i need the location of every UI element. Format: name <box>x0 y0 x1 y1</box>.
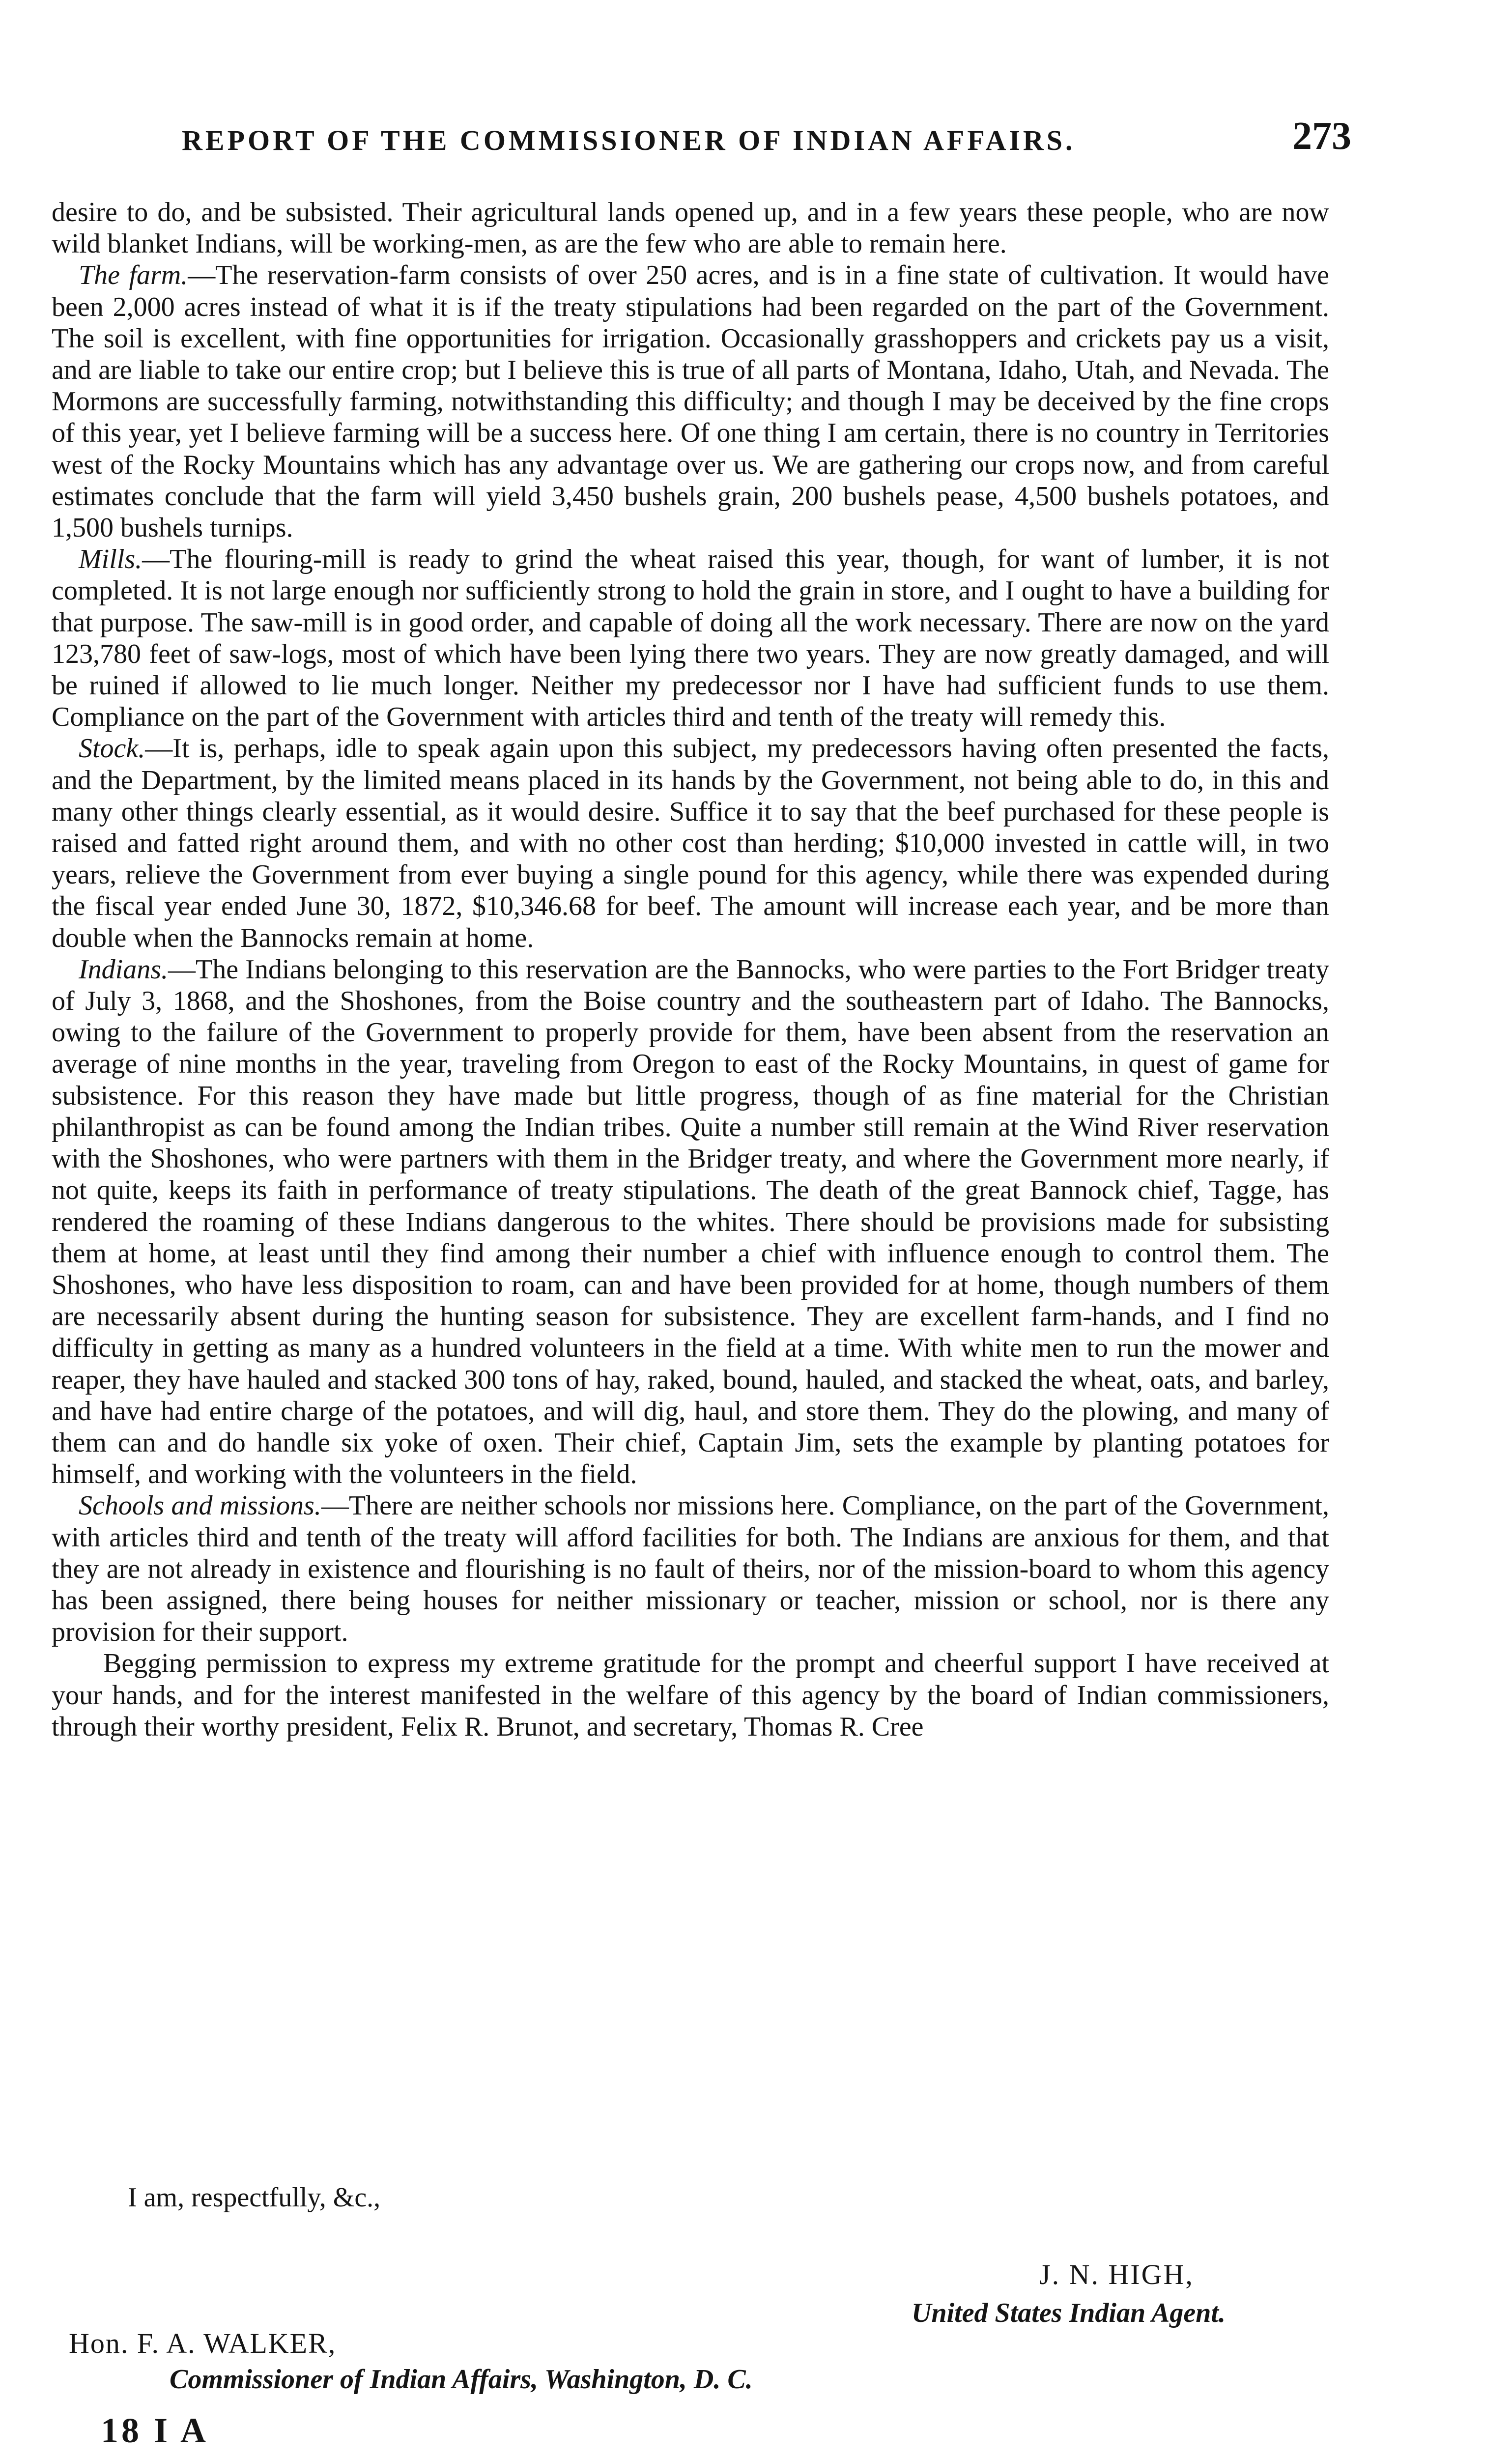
schools-paragraph <box>52 1490 1329 1648</box>
plea-paragraph: Begging permission to express my extreme gratitude for the prompt and cheerful support I have received at your hands, and for the interest manifested in the welfare of this agency by the board of Indian commissioners, through their worthy president, Felix R. Brunot, and secretary, Thomas R. Cree <box>52 1648 1329 1742</box>
addressee-name: Hon. F. A. WALKER, <box>69 2327 337 2359</box>
signer-title: United States Indian Agent. <box>912 2298 1226 2328</box>
intro-paragraph: desire to do, and be subsisted. Their agricultural lands opened up, and in a few years these people, who are now wild blanket Indians, will be working-men, as are the few who are able to remain here. <box>52 197 1329 259</box>
mills-paragraph <box>52 543 1329 733</box>
indians-text: —The Indians belonging to this reservation are the Bannocks, who were parties to the Fort Bridger treaty of July 3, 1868, and the Shoshones, from the Boise country and the southeastern part of Idaho. The Bannocks, owing to the failure of the Government to properly provide for them, have been absent from the reservation an average of nine months in the year, traveling from Oregon to east of the Rocky Mountains, in quest of game for subsistence. For this reason they have made but little progress, though of as fine material for the Christian philanthropist as can be found among the Indian tribes. Quite a number still remain at the Wind River reservation with the Shoshones, who were partners with them in the Bridger treaty, and where the Government more nearly, if not quite, keeps its faith in performance of treaty stipulations. The death of the great Bannock chief, Tagge, has rendered the roaming of these Indians dangerous to the whites. There should be provisions made for subsisting them at home, at least until they find among their number a chief with influence enough to control them. The Shoshones, who have less disposition to roam, can and have been provided for at home, though numbers of them are necessarily absent during the hunting season for subsistence. They are excellent farm-hands, and I find no difficulty in getting as many as a hundred volunteers in the field at a time. With white men to run the mower and reaper, they have hauled and stacked 300 tons of hay, raked, bound, hauled, and stacked the wheat, oats, and barley, and have had entire charge of the potatoes, and will dig, haul, and store them. They do the plowing, and many of them can and do handle six yoke of oxen. Their chief, Captain Jim, sets the example by planting potatoes for himself, and working with the volunteers in the field. <box>52 954 1329 1490</box>
indians-paragraph <box>52 954 1329 1490</box>
mills-heading: Mills. <box>79 544 143 575</box>
farm-paragraph <box>52 259 1329 543</box>
indians-heading: Indians. <box>79 954 168 985</box>
stock-paragraph <box>52 733 1329 953</box>
page-header <box>182 114 1351 173</box>
addressee-title: Commissioner of Indian Affairs, Washington, D. C. <box>170 2364 753 2395</box>
running-head: REPORT OF THE COMMISSIONER OF INDIAN AFFAIRS. <box>182 124 1076 156</box>
signature-mark: 18 I A <box>101 2411 209 2450</box>
closing-salutation: I am, respectfully, &c., <box>128 2182 381 2213</box>
stock-text: —It is, perhaps, idle to speak again upon this subject, my predecessors having often presented the facts, and the Department, by the limited means placed in its hands by the Government, not being able to do, in this and many other things clearly essential, as it would desire. Suffice it to say that the beef purchased for these people is raised and fatted right around them, and with no other cost than herding; $10,000 invested in cattle will, in two years, relieve the Government from ever buying a single pound for this agency, while there was expended during the fiscal year ended June 30, 1872, $10,346.68 for beef. The amount will increase each year, and be more than double when the Bannocks remain at home. <box>52 733 1329 953</box>
farm-text: —The reservation-farm consists of over 250 acres, and is in a fine state of cultivation. It would have been 2,000 acres instead of what it is if the treaty stipulations had been regarded on the part of the Government. The soil is excellent, with fine opportunities for irrigation. Occasionally grasshoppers and crickets pay us a visit, and are liable to take our entire crop; but I believe this is true of all parts of Montana, Idaho, Utah, and Nevada. The Mormons are successfully farming, notwithstanding this difficulty; and though I may be deceived by the fine crops of this year, yet I believe farming will be a success here. Of one thing I am certain, there is no country in Territories west of the Rocky Mountains which has any advantage over us. We are gathering our crops now, and from careful estimates conclude that the farm will yield 3,450 bushels grain, 200 bushels pease, 4,500 bushels potatoes, and 1,500 bushels turnips. <box>52 260 1329 543</box>
schools-heading: Schools and missions. <box>79 1490 321 1521</box>
schools-text: —There are neither schools nor missions here. Compliance, on the part of the Government, with articles third and tenth of the treaty will afford facilities for both. The Indians are anxious for them, and that they are not already in existence and flourishing is no fault of theirs, nor of the mission-board to whom this agency has been assigned, there being houses for neither missionary or teacher, mission or school, nor is there any provision for their support. <box>52 1490 1329 1648</box>
mills-text: —The flouring-mill is ready to grind the wheat raised this year, though, for want of lumber, it is not completed. It is not large enough nor sufficiently strong to hold the grain in store, and I ought to have a building for that purpose. The saw-mill is in good order, and capable of doing all the work necessary. There are now on the yard 123,780 feet of saw-logs, most of which have been lying there two years. They are now greatly damaged, and will be ruined if allowed to lie much longer. Neither my predecessor nor I have had sufficient funds to use them. Compliance on the part of the Government with articles third and tenth of the treaty will remedy this. <box>52 544 1329 733</box>
signer-name: J. N. HIGH, <box>1039 2258 1194 2290</box>
report-body <box>52 197 1329 1743</box>
farm-heading: The farm. <box>79 260 188 291</box>
stock-heading: Stock. <box>79 733 145 764</box>
page-number: 273 <box>1292 114 1351 158</box>
